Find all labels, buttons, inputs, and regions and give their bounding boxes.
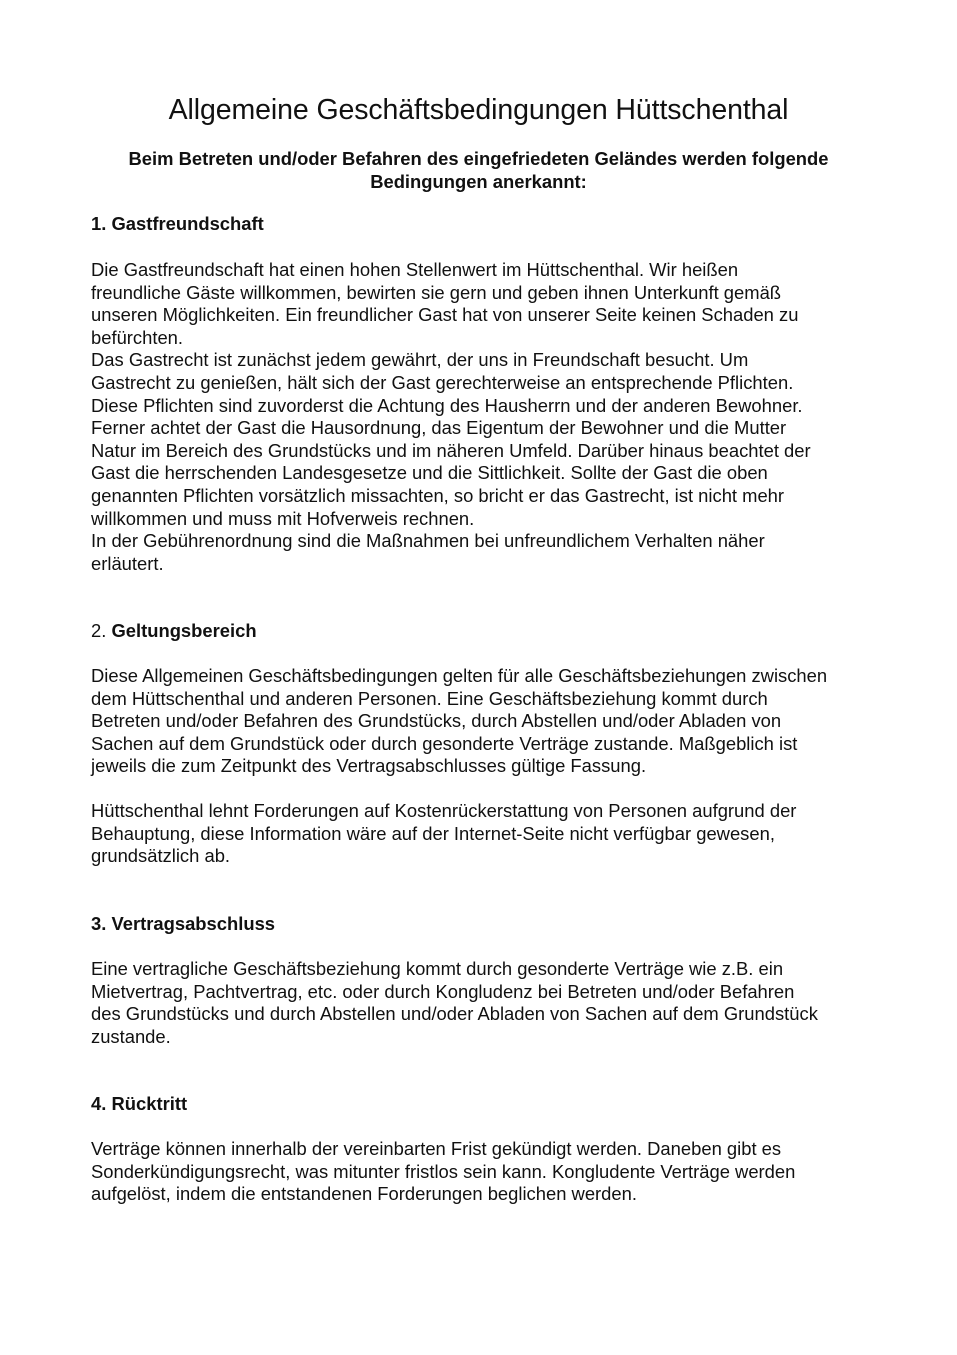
body-line: Diese Allgemeinen Geschäftsbedingungen gelten für alle Geschäftsbeziehungen zwischen — [91, 665, 828, 686]
body-line: Ferner achtet der Gast die Hausordnung, das Eigentum der Bewohner und die Mutter — [91, 417, 787, 439]
body-line: Das Gastrecht ist zunächst jedem gewährt, der uns in Freundschaft besucht. Um — [91, 349, 749, 371]
body-line: Behauptung, diese Information wäre auf der Internet-Seite nicht verfügbar gewesen, — [91, 822, 775, 844]
body-line: Sachen auf dem Grundstück oder durch gesonderte Verträge zustande. Maßgeblich ist — [91, 732, 798, 754]
section-heading-vertragsabschluss — [91, 913, 881, 936]
document-title: Allgemeine Geschäftsbedingungen Hüttschenthal — [168, 94, 789, 126]
section-title: Gastfreundschaft — [111, 213, 264, 234]
body-line: zustande. — [91, 1025, 171, 1047]
body-line: Mietvertrag, Pachtvertrag, etc. oder durch Kongludenz bei Betreten und/oder Befahren — [91, 980, 795, 1002]
document-subtitle — [95, 147, 862, 193]
body-line: In der Gebührenordnung sind die Maßnahmen bei unfreundlichem Verhalten näher — [91, 530, 765, 552]
section-heading-geltungsbereich — [91, 620, 881, 643]
subtitle-line: Bedingungen anerkannt: — [370, 171, 587, 192]
body-line: erläutert. — [91, 552, 164, 574]
section-body-vertragsabschluss — [91, 958, 881, 1048]
body-line: Hüttschenthal lehnt Forderungen auf Kostenrückerstattung von Personen aufgrund der — [91, 800, 797, 821]
section-body-gastfreundschaft — [91, 259, 881, 575]
section-heading-ruecktritt — [91, 1093, 881, 1116]
body-line: jeweils die zum Zeitpunkt des Vertragsabschlusses gültige Fassung. — [91, 755, 647, 777]
body-line: willkommen und muss mit Hofverweis rechnen. — [91, 507, 475, 529]
body-line: freundliche Gäste willkommen, bewirten sie gern und geben ihnen Unterkunft gemäß — [91, 281, 782, 303]
section-title: Geltungsbereich — [111, 620, 257, 641]
section-title: Rücktritt — [111, 1093, 188, 1114]
body-line: Eine vertragliche Geschäftsbeziehung kommt durch gesonderte Verträge wie z.B. ein — [91, 958, 784, 979]
body-line: Betreten und/oder Befahren des Grundstücks, durch Abstellen und/oder Abladen von — [91, 710, 782, 732]
body-line: Verträge können innerhalb der vereinbarten Frist gekündigt werden. Daneben gibt es — [91, 1138, 782, 1159]
body-line: Gast die herrschenden Landesgesetze und die Sittlichkeit. Sollte der Gast die oben — [91, 462, 768, 484]
body-line: grundsätzlich ab. — [91, 845, 231, 867]
body-line: Gastrecht zu genießen, hält sich der Gast gerechterweise an entsprechende Pflichten. — [91, 371, 794, 393]
section-body-ruecktritt — [91, 1138, 881, 1206]
body-line: aufgelöst, indem die entstandenen Forderungen beglichen werden. — [91, 1183, 637, 1205]
section-number: 3. — [91, 913, 107, 934]
body-line: des Grundstücks und durch Abstellen und/oder Abladen von Sachen auf dem Grundstück — [91, 1003, 818, 1025]
section-number: 2. — [91, 620, 107, 641]
body-line: Die Gastfreundschaft hat einen hohen Stellenwert im Hüttschenthal. Wir heißen — [91, 259, 739, 280]
section-body-geltungsbereich — [91, 665, 881, 778]
body-line: unseren Möglichkeiten. Ein freundlicher Gast hat von unserer Seite keinen Schaden zu — [91, 304, 799, 326]
body-line: dem Hüttschenthal und anderen Personen. Eine Geschäftsbeziehung kommt durch — [91, 687, 768, 709]
section-number: 1. — [91, 213, 107, 234]
body-line: Natur im Bereich des Grundstücks und im näheren Umfeld. Darüber hinaus beachtet der — [91, 439, 811, 461]
body-line: Diese Pflichten sind zuvorderst die Achtung des Hausherrn und der anderen Bewohner. — [91, 394, 803, 416]
section-heading-gastfreundschaft — [91, 213, 881, 236]
section-body-geltungsbereich-2 — [91, 800, 881, 868]
body-line: Sonderkündigungsrecht, was mitunter fristlos sein kann. Kongludente Verträge werden — [91, 1160, 796, 1182]
section-title: Vertragsabschluss — [111, 913, 276, 934]
body-line: befürchten. — [91, 326, 184, 348]
body-line: genannten Pflichten vorsätzlich missachten, so bricht er das Gastrecht, ist nicht mehr — [91, 484, 785, 506]
section-number: 4. — [91, 1093, 107, 1114]
subtitle-line: Beim Betreten und/oder Befahren des eingefriedeten Geländes werden folgende — [128, 148, 829, 169]
